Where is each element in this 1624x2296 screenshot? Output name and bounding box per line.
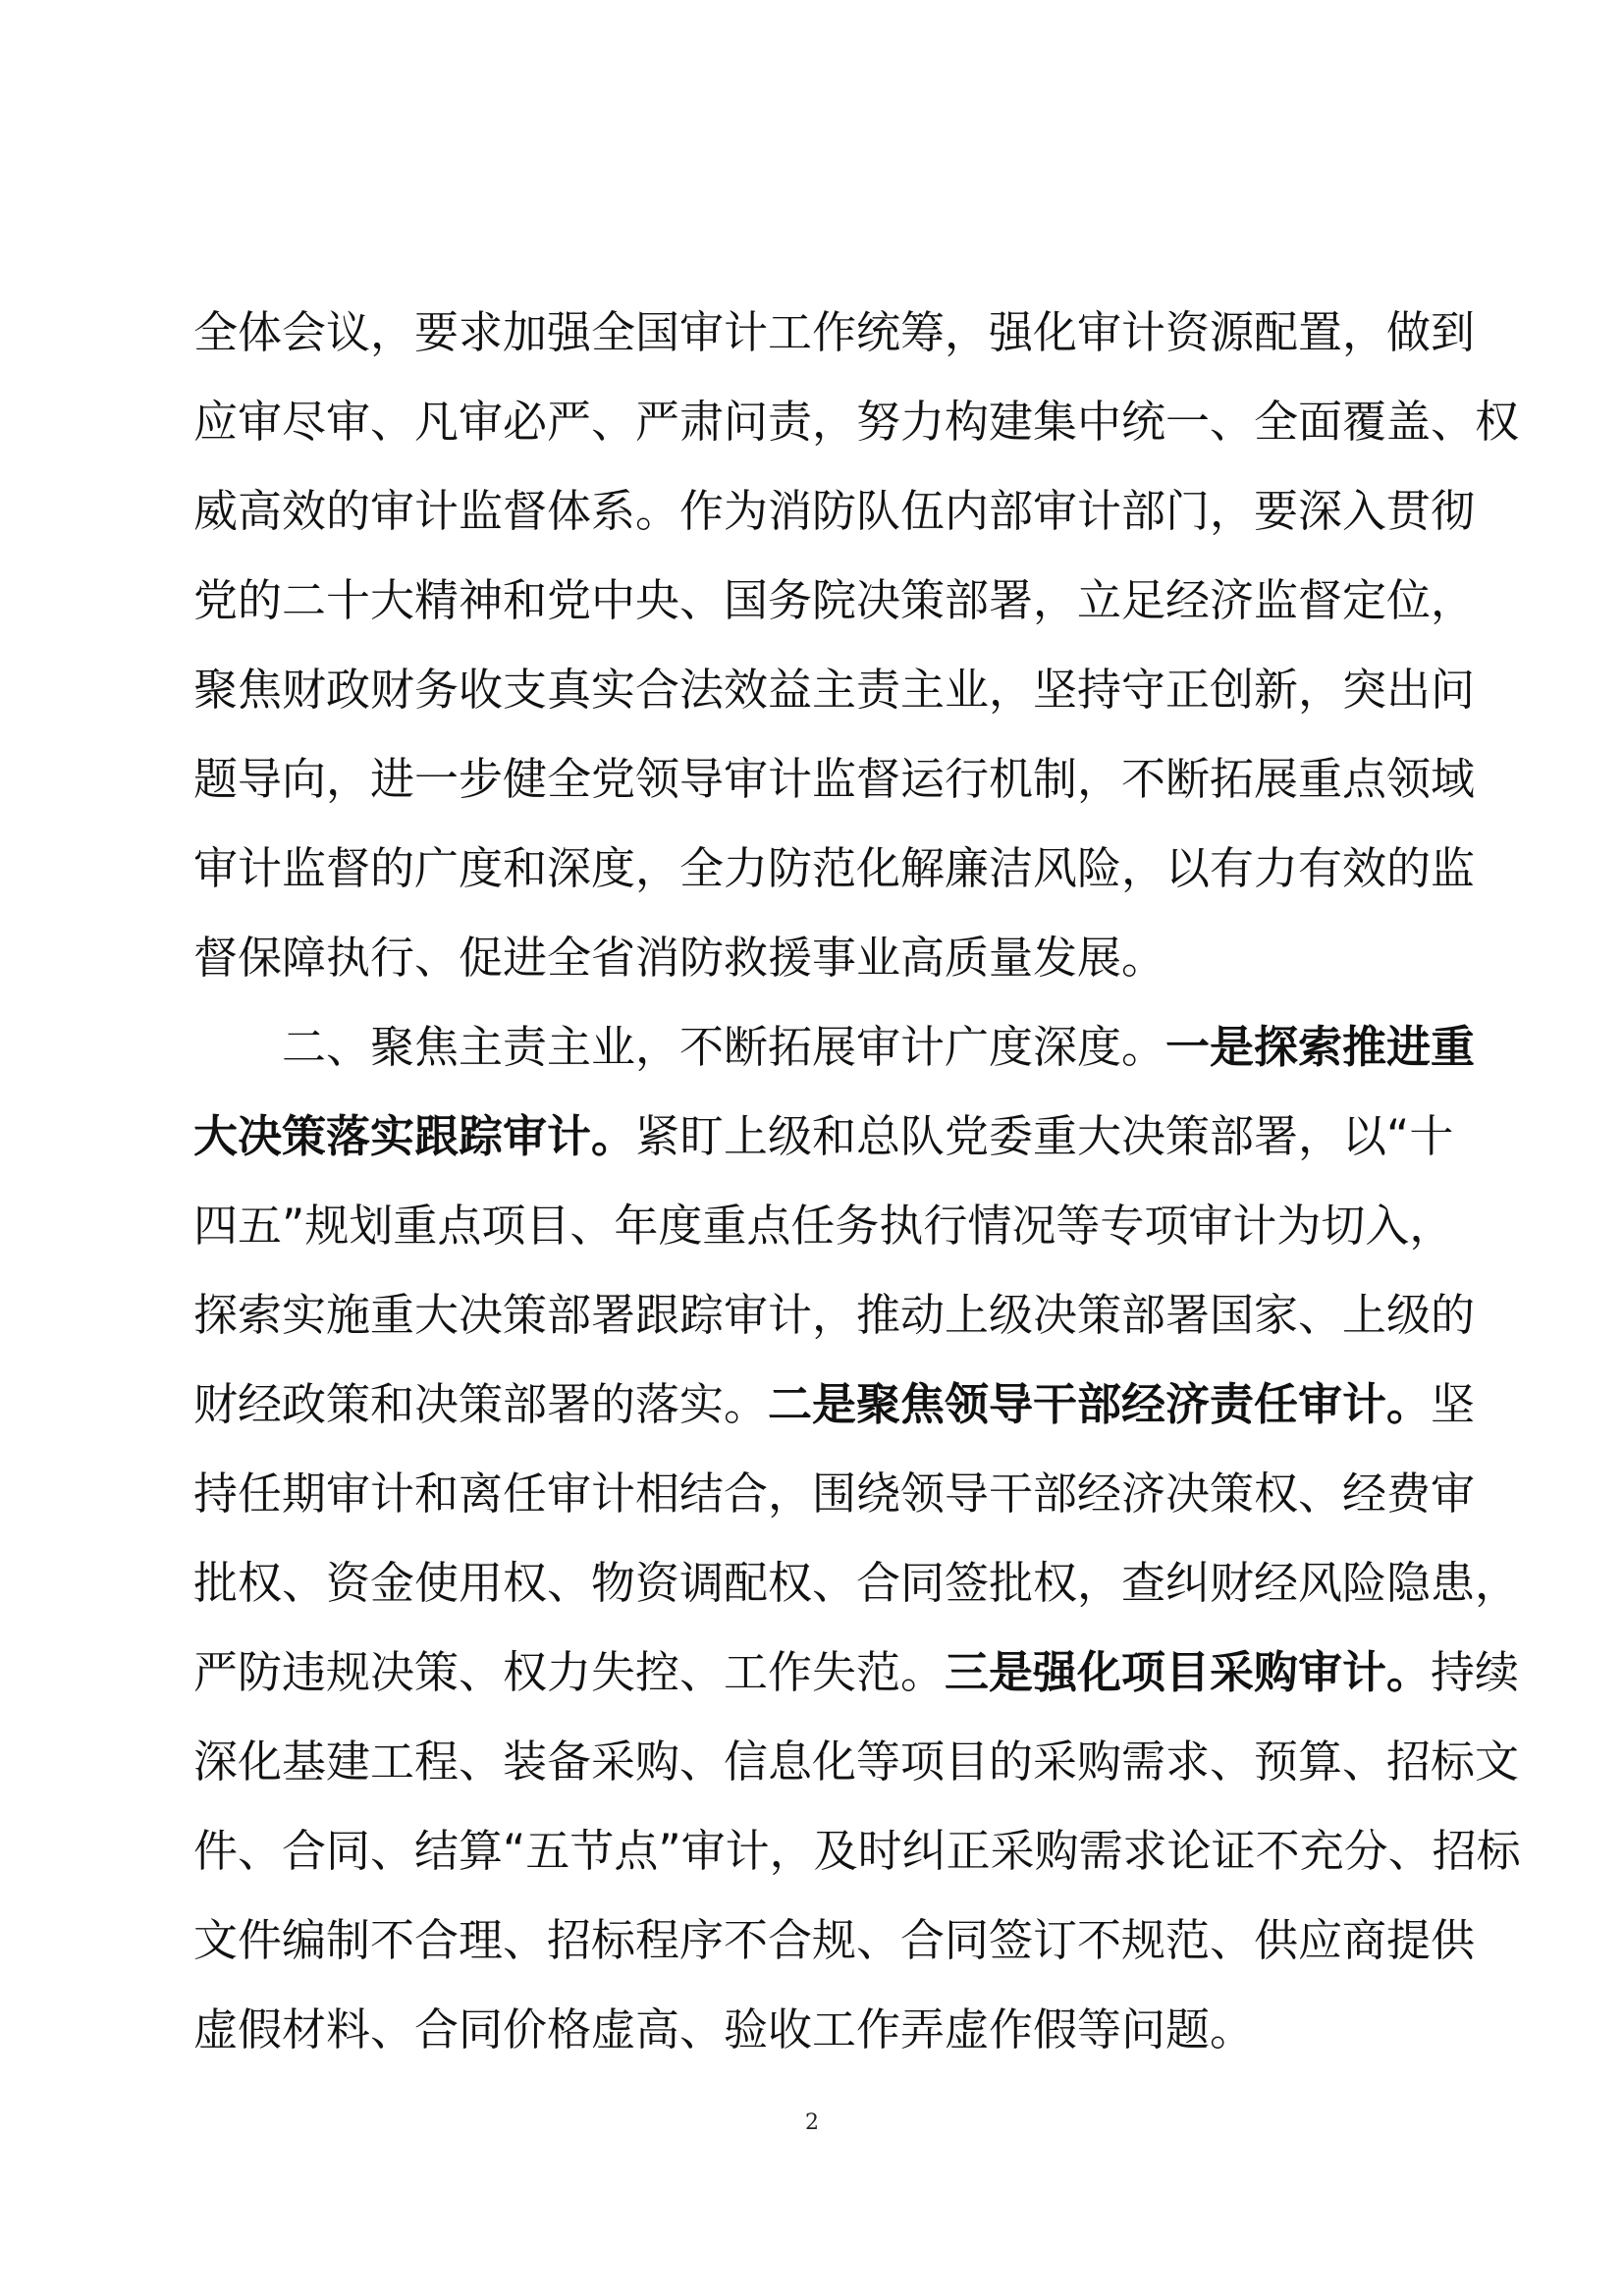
paragraph-2-line-2: [193, 1095, 1454, 1179]
paragraph-2-line-4: 探索实施重大决策部署跟踪审计，推动上级决策部署国家、上级的: [193, 1289, 1476, 1341]
paragraph-2-line-11: 文件编制不合理、招标程序不合规、合同签订不规范、供应商提供: [193, 1914, 1476, 1966]
point-two-title: 二是聚焦领导干部经济责任审计。: [768, 1378, 1432, 1430]
paragraph-1-line-7: 审计监督的广度和深度，全力防范化解廉洁风险，以有力有效的监: [193, 842, 1476, 894]
paragraph-1-line-4: 党的二十大精神和党中央、国务院决策部署，立足经济监督定位，: [193, 574, 1476, 626]
paragraph-2-line-6: 持任期审计和离任审计相结合，围绕领导干部经济决策权、经费审: [193, 1468, 1476, 1520]
paragraph-1-line-6: 题导向，进一步健全党领导审计监督运行机制，不断拓展重点领域: [193, 753, 1476, 805]
paragraph-2-line-9: 深化基建工程、装备采购、信息化等项目的采购需求、预算、招标文: [193, 1735, 1520, 1788]
paragraph-1-line-3: 威高效的审计监督体系。作为消防队伍内部审计部门，要深入贯彻: [193, 485, 1476, 537]
paragraph-1-line-5: 聚焦财政财务收支真实合法效益主责主业，坚持守正创新，突出问: [193, 664, 1476, 716]
point-one-text-end: 财经政策和决策部署的落实。: [193, 1378, 769, 1430]
paragraph-2-line-10: 件、合同、结算“五节点”审计，及时纠正采购需求论证不充分、招标: [193, 1825, 1521, 1877]
point-three-title: 三是强化项目采购审计。: [945, 1646, 1432, 1698]
paragraph-1-line-2: 应审尽审、凡审必严、严肃问责，努力构建集中统一、全面覆盖、权: [193, 396, 1520, 448]
paragraph-2-line-5: [193, 1362, 1476, 1447]
paragraph-2-line-3: 四五”规划重点项目、年度重点任务执行情况等专项审计为切入，: [193, 1200, 1454, 1252]
point-two-text-start: 坚: [1431, 1378, 1476, 1430]
point-three-text-start: 持续: [1431, 1646, 1520, 1698]
point-one-title-start: 一是探索推进重: [1165, 1021, 1476, 1073]
section-heading: 二、聚焦主责主业，不断拓展审计广度深度。: [282, 1021, 1166, 1073]
paragraph-1-line-1: 全体会议，要求加强全国审计工作统筹，强化审计资源配置，做到: [193, 306, 1476, 358]
paragraph-2-line-1: [282, 1005, 1476, 1090]
paragraph-1-line-8: 督保障执行、促进全省消防救援事业高质量发展。: [193, 932, 1166, 984]
paragraph-2-line-7: 批权、资金使用权、物资调配权、合同签批权，查纠财经风险隐患，: [193, 1557, 1520, 1609]
paragraph-2-line-12: 虚假材料、合同价格虚高、验收工作弄虚作假等问题。: [193, 2003, 1255, 2056]
paragraph-2-line-8: [193, 1630, 1520, 1715]
point-two-text-end: 严防违规决策、权力失控、工作失范。: [193, 1646, 946, 1698]
page-number: 2: [805, 2110, 819, 2135]
point-one-text: 紧盯上级和总队党委重大决策部署，以“十: [635, 1110, 1454, 1162]
point-one-title-end: 大决策落实跟踪审计。: [193, 1110, 636, 1162]
